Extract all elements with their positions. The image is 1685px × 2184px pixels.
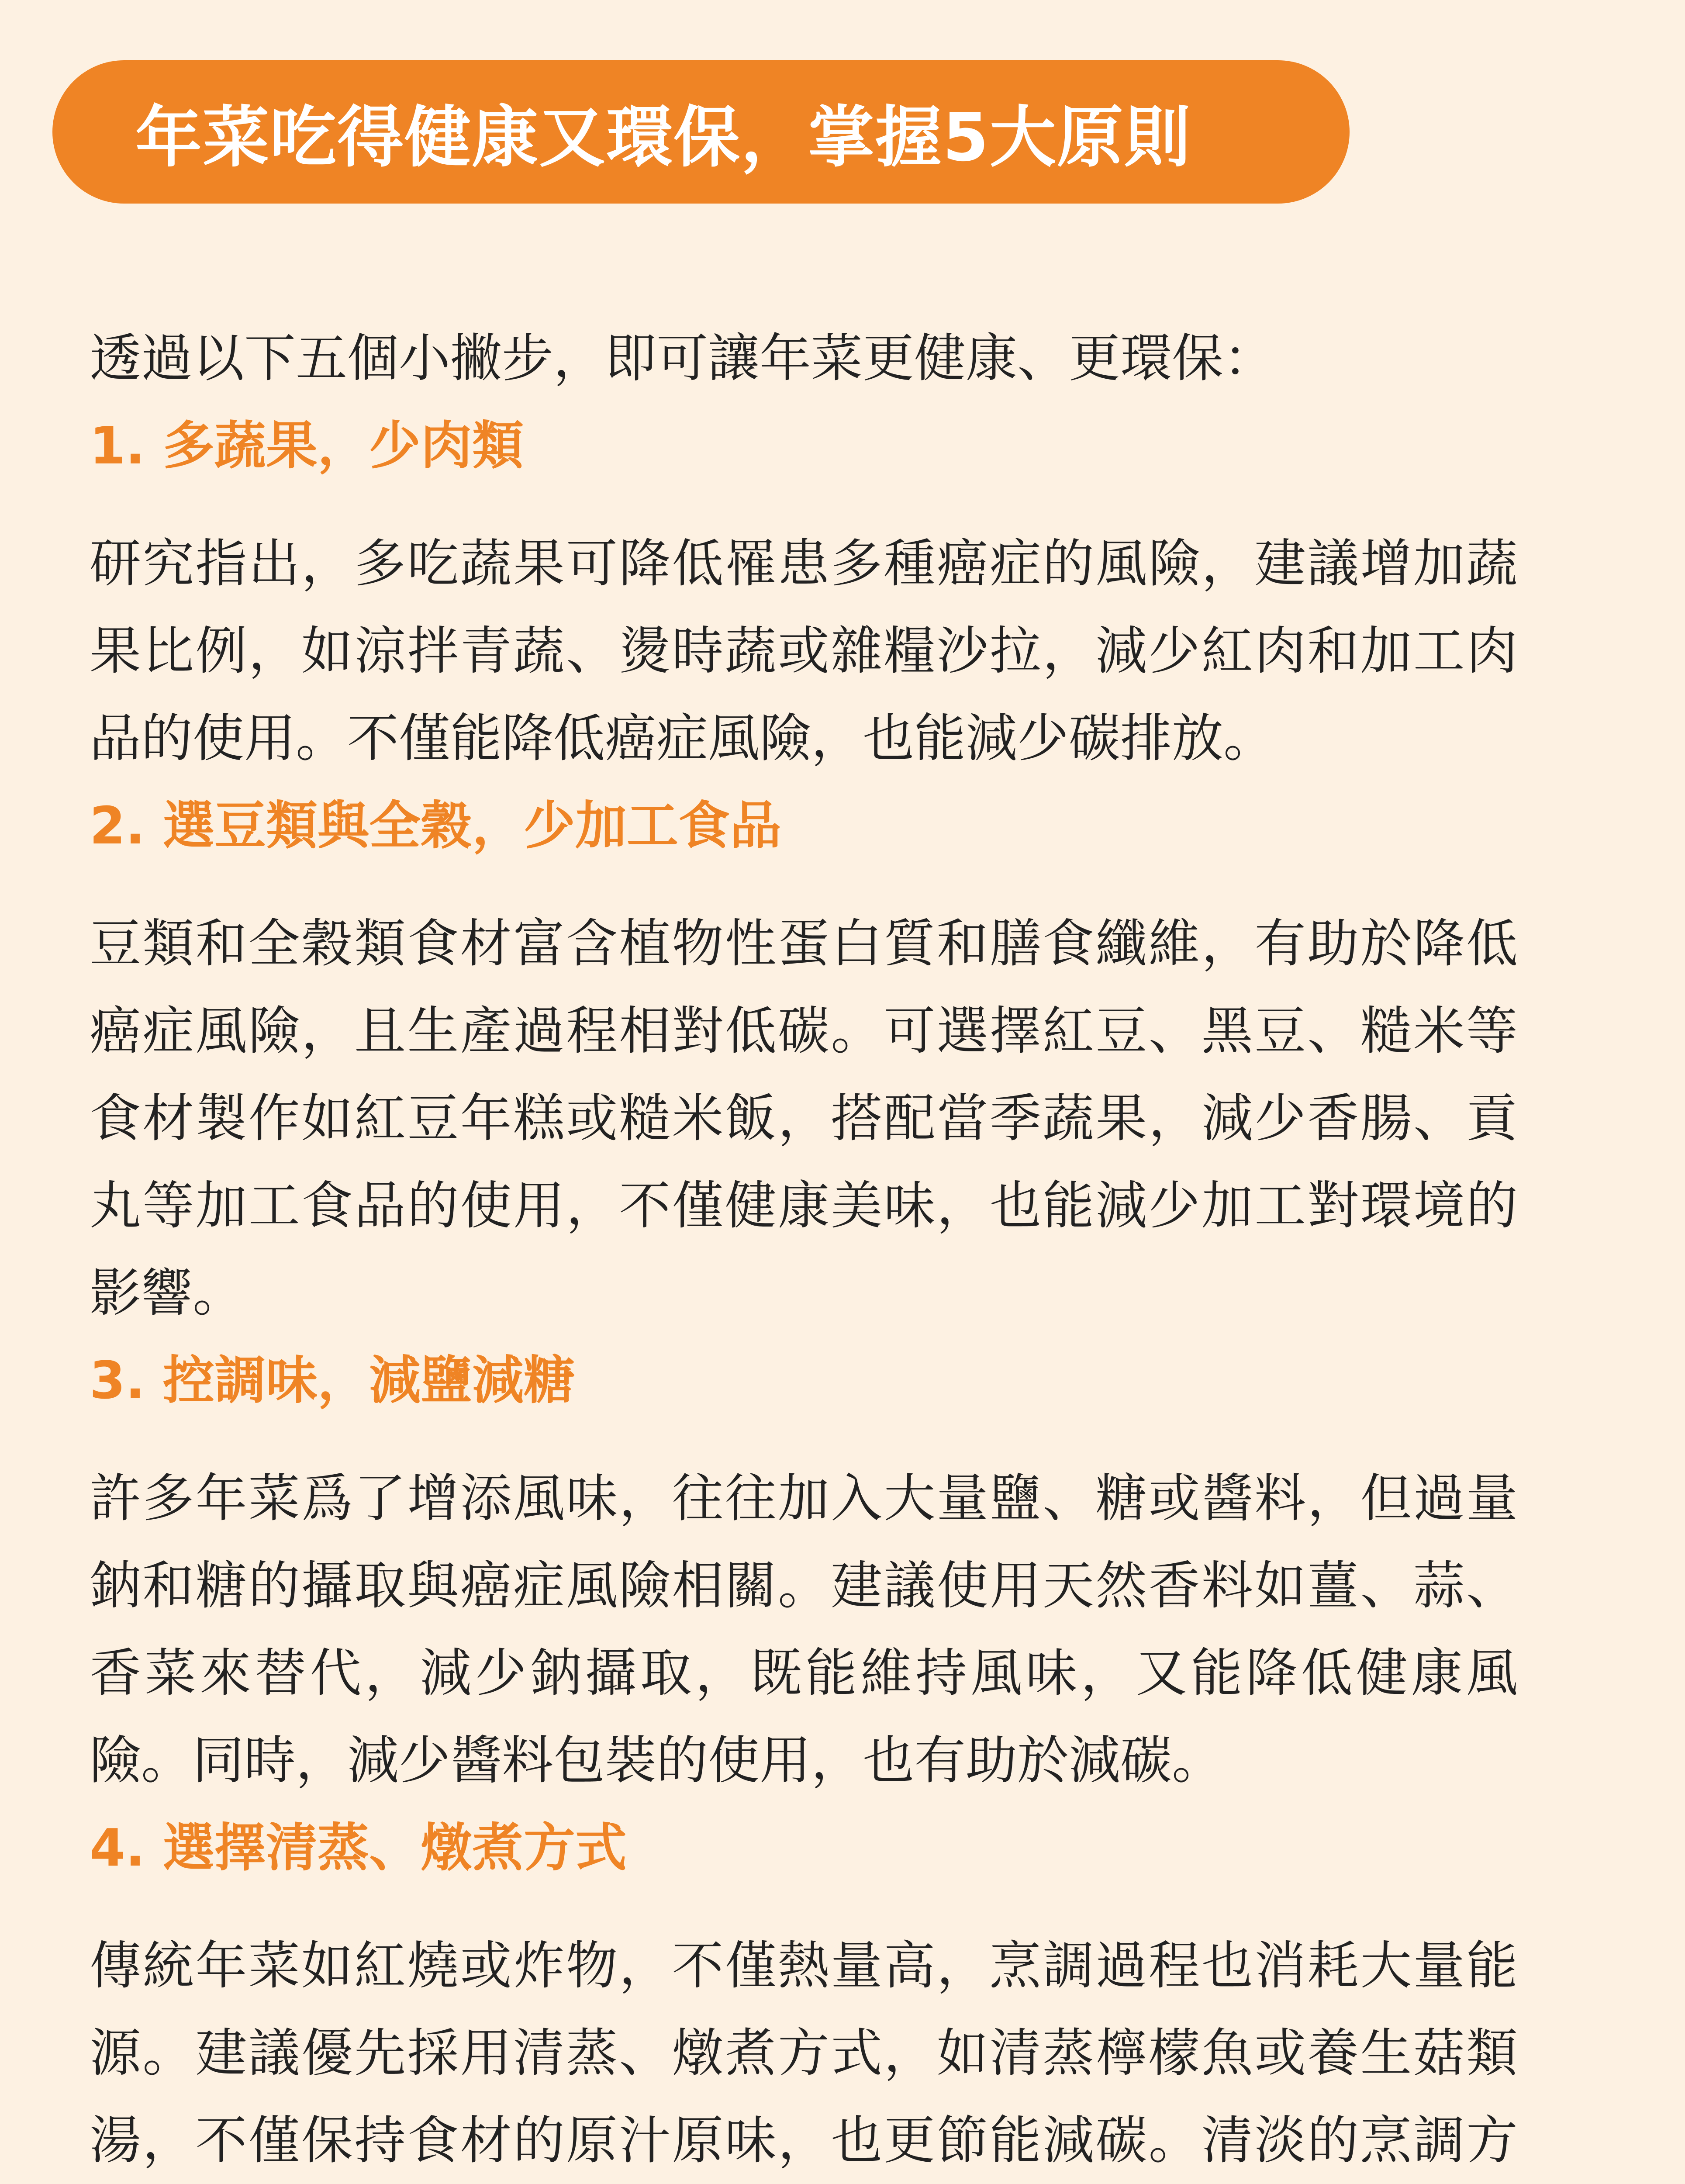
section-body: 許多年菜爲了增添風味，往往加入大量鹽、糖或醬料，但過量鈉和糖的攝取與癌症風險相關。建議使用天然香料如薑、蒜、香菜來替代，減少鈉攝取，既能維持風味，又能降低健康風險。同時，減少醬料包裝的使用，也有助於減碳。 xyxy=(90,1468,1518,1790)
section-heading: 3. 控調味，減鹽減糖 xyxy=(90,1350,576,1410)
section-heading: 2. 選豆類與全穀，少加工食品 xyxy=(90,795,782,856)
section-body: 研究指出，多吃蔬果可降低罹患多種癌症的風險，建議增加蔬果比例，如涼拌青蔬、燙時蔬或雜糧沙拉，減少紅肉和加工肉品的使用。不僅能降低癌症風險，也能減少碳排放。 xyxy=(90,533,1518,768)
section-heading: 4. 選擇清蒸、燉煮方式 xyxy=(90,1818,627,1878)
section-heading: 1. 多蔬果，少肉類 xyxy=(90,415,524,476)
section-2 xyxy=(90,782,1518,1337)
section-body: 豆類和全穀類食材富含植物性蛋白質和膳食纖維，有助於降低癌症風險，且生產過程相對低碳。可選擇紅豆、黑豆、糙米等食材製作如紅豆年糕或糙米飯，搭配當季蔬果，減少香腸、貢丸等加工食品的使用，不僅健康美味，也能減少加工對環境的影響。 xyxy=(90,913,1518,1323)
section-1 xyxy=(90,402,1518,782)
page-title: 年菜吃得健康又環保，掌握5大原則 xyxy=(135,99,1191,176)
section-3 xyxy=(90,1337,1518,1804)
title-banner xyxy=(52,60,1350,204)
intro-text: 透過以下五個小撇步，即可讓年菜更健康、更環保： xyxy=(90,328,1275,388)
section-4 xyxy=(90,1804,1518,2184)
article-content xyxy=(90,314,1518,2184)
section-body: 傳統年菜如紅燒或炸物，不僅熱量高，烹調過程也消耗大量能源。建議優先採用清蒸、燉煮方式，如清蒸檸檬魚或養生菇類湯，不僅保持食材的原汁原味，也更節能減碳。清淡的烹調方 xyxy=(90,1935,1518,2170)
